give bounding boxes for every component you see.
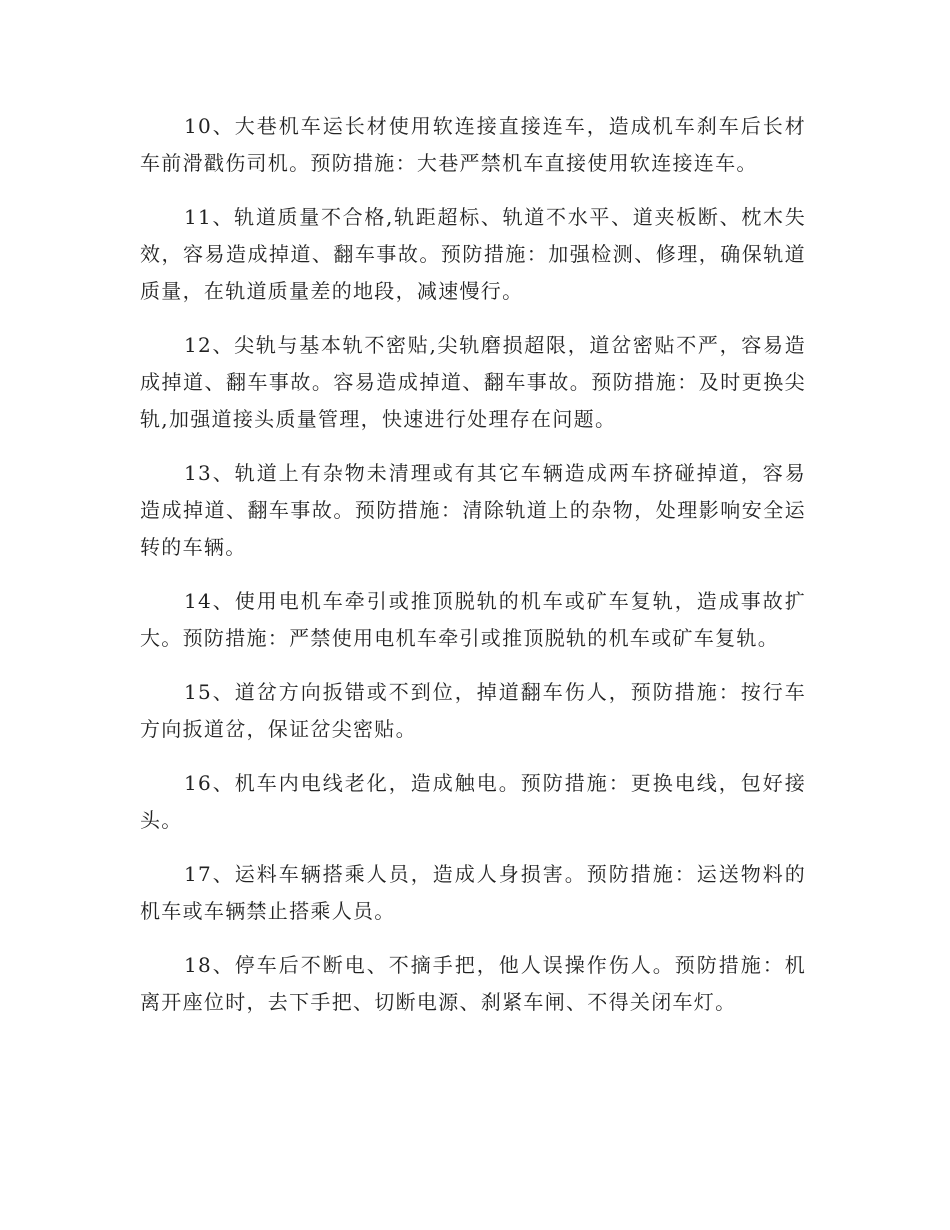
document-body: [140, 108, 806, 1038]
paragraph-item-15: 15、道岔方向扳错或不到位，掉道翻车伤人，预防措施：按行车方向扳道岔，保证岔尖密贴。: [140, 680, 806, 741]
paragraph-item-12: 12、尖轨与基本轨不密贴,尖轨磨损超限，道岔密贴不严，容易造成掉道、翻车事故。容易造成掉道、翻车事故。预防措施：及时更换尖轨,加强道接头质量管理，快速进行处理存在问题。: [140, 333, 806, 431]
paragraph-item-17: 17、运料车辆搭乘人员，造成人身损害。预防措施：运送物料的机车或车辆禁止搭乘人员。: [140, 862, 806, 923]
paragraph-item-11: 11、轨道质量不合格,轨距超标、轨道不水平、道夹板断、枕木失效，容易造成掉道、翻车事故。预防措施：加强检测、修理，确保轨道质量，在轨道质量差的地段，减速慢行。: [140, 205, 806, 303]
paragraph-item-13: 13、轨道上有杂物未清理或有其它车辆造成两车挤碰掉道，容易造成掉道、翻车事故。预防措施：清除轨道上的杂物，处理影响安全运转的车辆。: [140, 461, 806, 559]
paragraph-item-18: 18、停车后不断电、不摘手把，他人误操作伤人。预防措施：机离开座位时，去下手把、切断电源、刹紧车闸、不得关闭车灯。: [140, 953, 806, 1014]
paragraph-item-10: 10、大巷机车运长材使用软连接直接连车，造成机车刹车后长材车前滑戳伤司机。预防措施：大巷严禁机车直接使用软连接连车。: [140, 114, 806, 175]
paragraph-item-16: 16、机车内电线老化，造成触电。预防措施：更换电线，包好接头。: [140, 771, 806, 832]
paragraph-item-14: 14、使用电机车牵引或推顶脱轨的机车或矿车复轨，造成事故扩大。预防措施：严禁使用电机车牵引或推顶脱轨的机车或矿车复轨。: [140, 589, 806, 650]
